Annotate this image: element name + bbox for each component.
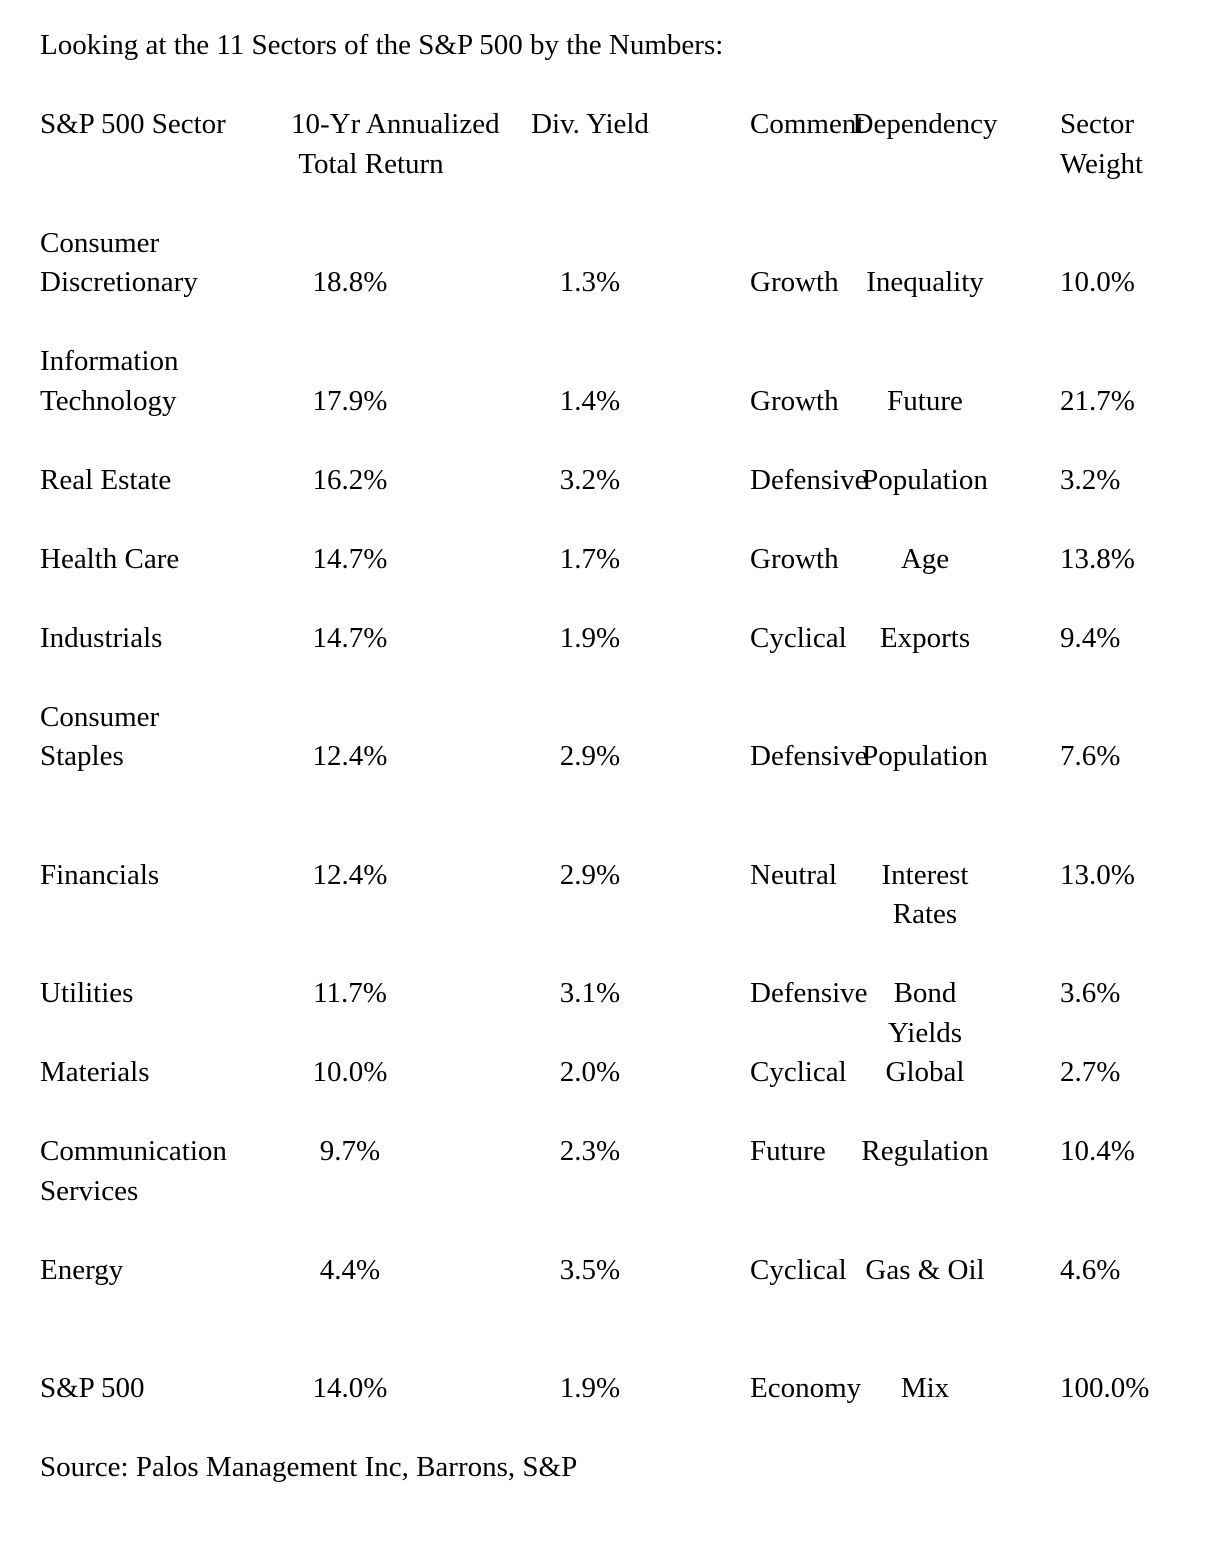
div-yield-cell: 2.9% [559, 740, 621, 772]
comment-cell: Growth [750, 384, 839, 417]
div-yield-cell [430, 698, 750, 738]
total-return-cell: 18.8% [312, 266, 388, 298]
dependency-cell: Bond [893, 977, 957, 1009]
table-row-line [0, 1132, 1216, 1172]
div-yield-cell: 2.9% [559, 858, 621, 891]
table-row-line [0, 382, 1216, 422]
dependency-cell: Regulation [861, 1135, 989, 1167]
dependency-cell: Yields [887, 1016, 963, 1049]
table-row-line [0, 342, 1216, 382]
total-return-cell [270, 342, 430, 382]
source-note: Source: Palos Management Inc, Barrons, S&P [40, 1451, 578, 1483]
div-yield-cell [430, 1014, 750, 1054]
dependency-cell [790, 1172, 1060, 1212]
comment-cell [750, 224, 790, 264]
sector-weight-cell: 21.7% [1060, 384, 1135, 417]
dependency-cell: Interest [881, 858, 969, 891]
column-header-dependency: Dependency [852, 108, 998, 140]
table-row [0, 540, 1216, 580]
sector-weight-cell: 9.4% [1060, 621, 1121, 654]
table-row-line [0, 1172, 1216, 1212]
total-return-cell: 14.7% [312, 621, 388, 654]
sector-cell: Financials [40, 858, 160, 891]
blank-line [0, 303, 1216, 343]
sector-weight-cell [1060, 1014, 1096, 1054]
div-yield-cell: 1.9% [559, 621, 621, 654]
blank-line [0, 1409, 1216, 1449]
sector-weight-cell [1060, 224, 1096, 264]
table-row-line [0, 540, 1216, 580]
comment-cell [750, 698, 790, 738]
blank-line [0, 1211, 1216, 1251]
total-return-cell [270, 1172, 430, 1212]
div-yield-cell: 3.5% [559, 1253, 621, 1286]
table-row-line [0, 224, 1216, 264]
table-row [0, 619, 1216, 659]
total-return-cell: 17.9% [312, 384, 388, 417]
title-line [0, 26, 1216, 66]
comment-cell [750, 895, 790, 935]
total-return-cell [270, 895, 430, 935]
dependency-cell: Global [885, 1056, 965, 1088]
total-return-cell: 14.0% [312, 1372, 388, 1404]
comment-cell: Economy [750, 1372, 862, 1404]
total-return-cell: 10.0% [312, 1056, 388, 1088]
table-row-line [0, 856, 1216, 896]
table-row [0, 1053, 1216, 1093]
column-header-comment: Comment [750, 108, 865, 140]
total-return-cell [270, 224, 430, 264]
div-yield-cell [430, 1172, 750, 1212]
comment-cell: Defensive [750, 977, 868, 1009]
total-return-cell: 16.2% [312, 463, 388, 496]
sector-cell: Real Estate [40, 463, 172, 496]
sector-cell: Consumer [40, 226, 160, 259]
table-row [0, 1132, 1216, 1211]
div-yield-cell: 2.0% [559, 1056, 621, 1088]
column-header-weight-line2: Weight [1060, 147, 1144, 180]
dependency-cell [790, 698, 1060, 738]
table-row-line [0, 1053, 1216, 1093]
blank-line [0, 579, 1216, 619]
comment-cell: Defensive [750, 463, 868, 496]
blank-line [0, 816, 1216, 856]
blank-line [0, 1093, 1216, 1133]
table-row-line [0, 895, 1216, 935]
sector-cell: Materials [40, 1056, 150, 1088]
div-yield-cell [430, 342, 750, 382]
column-header-return-line1: 10-Yr Annualized [291, 108, 500, 140]
sector-weight-cell: 3.6% [1060, 977, 1121, 1009]
div-yield-cell: 1.4% [559, 384, 621, 417]
sector-cell: S&P 500 [40, 1372, 145, 1404]
dependency-cell: Gas & Oil [865, 1253, 985, 1286]
sector-weight-cell: 4.6% [1060, 1253, 1121, 1286]
column-header-weight-line1: Sector [1060, 108, 1135, 140]
blank-line [0, 1290, 1216, 1330]
table-row [0, 974, 1216, 1053]
total-return-cell: 14.7% [312, 542, 388, 575]
comment-cell [750, 1172, 790, 1212]
sector-cell: Communication [40, 1135, 227, 1167]
table-row [0, 698, 1216, 777]
total-return-cell [270, 698, 430, 738]
sector-cell: Health Care [40, 542, 180, 575]
total-return-cell: 4.4% [319, 1253, 381, 1286]
table-row [0, 1369, 1216, 1409]
dependency-cell: Rates [892, 898, 958, 930]
comment-cell: Growth [750, 542, 839, 575]
div-yield-cell [430, 895, 750, 935]
table-row-line [0, 1369, 1216, 1409]
table-body [0, 224, 1216, 1449]
column-header-div-yield: Div. Yield [531, 108, 649, 140]
table-row-line [0, 1251, 1216, 1291]
sector-weight-cell [1060, 698, 1096, 738]
blank-line [0, 1330, 1216, 1370]
table-row [0, 224, 1216, 303]
total-return-cell: 11.7% [313, 977, 387, 1009]
table-row-line [0, 737, 1216, 777]
sector-weight-cell: 13.0% [1060, 858, 1135, 891]
source-line [0, 1448, 1216, 1488]
blank-line [0, 66, 1216, 106]
dependency-cell [790, 342, 1060, 382]
sector-weight-cell: 10.0% [1060, 266, 1135, 298]
sector-cell [40, 1014, 270, 1054]
div-yield-cell [430, 224, 750, 264]
sector-weight-cell [1060, 895, 1096, 935]
column-header-sector: S&P 500 Sector [40, 108, 226, 140]
sector-weight-cell: 7.6% [1060, 740, 1121, 772]
column-header-return-line2: Total Return [298, 147, 444, 180]
comment-cell [750, 1014, 790, 1054]
table-row-line [0, 974, 1216, 1014]
table-row-line [0, 1014, 1216, 1054]
comment-cell: Defensive [750, 740, 868, 772]
comment-cell: Cyclical [750, 1056, 847, 1088]
sector-cell: Staples [40, 740, 124, 772]
div-yield-cell: 3.2% [559, 463, 621, 496]
table-row-line [0, 461, 1216, 501]
sector-cell: Information [40, 345, 179, 377]
div-yield-cell: 2.3% [559, 1135, 621, 1167]
comment-cell [750, 342, 790, 382]
page-title: Looking at the 11 Sectors of the S&P 500 by the Numbers: [40, 29, 724, 61]
sector-cell: Utilities [40, 977, 134, 1009]
dependency-cell: Future [887, 384, 963, 417]
table-row [0, 342, 1216, 421]
sector-weight-cell: 3.2% [1060, 463, 1121, 496]
blank-line [0, 184, 1216, 224]
sector-cell: Technology [40, 384, 177, 417]
sector-weight-cell: 2.7% [1060, 1056, 1121, 1088]
blank-line [0, 658, 1216, 698]
sector-weight-cell [1060, 342, 1096, 382]
dependency-cell [790, 224, 1060, 264]
table-row-line [0, 263, 1216, 303]
table-header-line-1 [0, 105, 1216, 145]
blank-line [0, 777, 1216, 817]
sector-cell: Energy [40, 1253, 124, 1286]
blank-line [0, 421, 1216, 461]
total-return-cell: 9.7% [319, 1135, 381, 1167]
dependency-cell: Inequality [866, 266, 984, 298]
comment-cell: Future [750, 1135, 826, 1167]
dependency-cell: Age [900, 542, 950, 575]
blank-line [0, 935, 1216, 975]
sector-cell: Discretionary [40, 266, 198, 298]
table-row-line [0, 698, 1216, 738]
table-row [0, 461, 1216, 501]
dependency-cell: Mix [900, 1372, 950, 1404]
sector-cell [40, 895, 270, 935]
div-yield-cell: 1.7% [559, 542, 621, 575]
total-return-cell [270, 1014, 430, 1054]
blank-line [0, 500, 1216, 540]
comment-cell: Cyclical [750, 1253, 847, 1286]
total-return-cell: 12.4% [312, 858, 388, 891]
table-row [0, 856, 1216, 935]
dependency-cell: Population [862, 463, 988, 496]
sector-weight-cell: 10.4% [1060, 1135, 1135, 1167]
table-header-line-2 [0, 145, 1216, 185]
sector-cell: Services [40, 1174, 139, 1207]
table-row [0, 1251, 1216, 1291]
comment-cell: Neutral [750, 858, 837, 891]
sector-weight-cell: 100.0% [1060, 1372, 1150, 1404]
sector-weight-cell: 13.8% [1060, 542, 1135, 575]
div-yield-cell: 1.3% [559, 266, 621, 298]
div-yield-cell: 3.1% [559, 977, 621, 1009]
div-yield-cell: 1.9% [559, 1372, 621, 1404]
sector-cell: Consumer [40, 700, 160, 733]
total-return-cell: 12.4% [312, 740, 388, 772]
sector-weight-cell [1060, 1172, 1096, 1212]
sector-cell: Industrials [40, 621, 163, 654]
comment-cell: Growth [750, 266, 839, 298]
table-row-line [0, 619, 1216, 659]
comment-cell: Cyclical [750, 621, 847, 654]
dependency-cell: Exports [879, 621, 971, 654]
dependency-cell: Population [862, 740, 988, 772]
